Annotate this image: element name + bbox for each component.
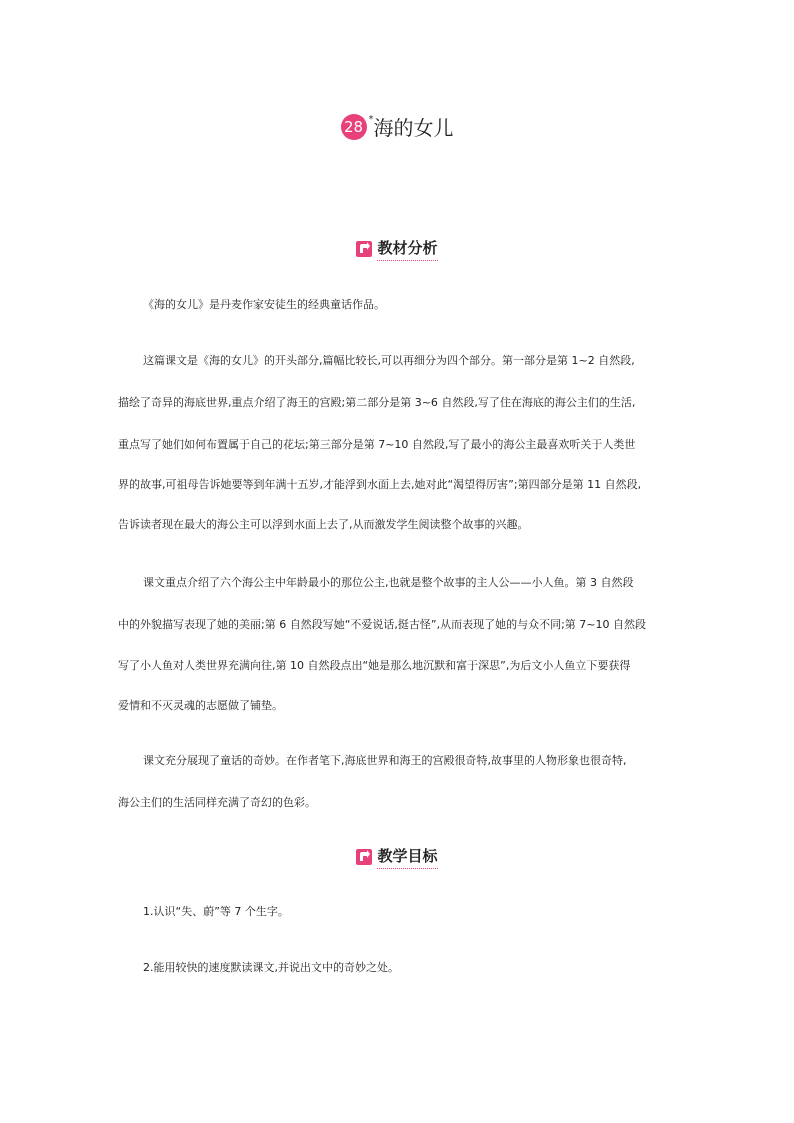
section-heading-analysis xyxy=(0,237,794,261)
paragraph-line: 写了小人鱼对人类世界充满向往,第 10 自然段点出“她是那么地沉默和富于深思”,为后文小人鱼立下要获得 xyxy=(118,659,631,672)
lesson-number-badge: 28 xyxy=(341,114,367,140)
paragraph-line: 海公主们的生活同样充满了奇幻的色彩。 xyxy=(118,796,316,809)
paragraph-line: 课文充分展现了童话的奇妙。在作者笔下,海底世界和海王的宫殿很奇特,故事里的人物形象也很奇特, xyxy=(143,754,627,767)
section-heading-text: 教材分析 xyxy=(377,237,437,261)
paragraph-line: 爱情和不灭灵魂的志愿做了铺垫。 xyxy=(118,699,283,712)
lesson-title xyxy=(0,112,794,141)
lesson-star-mark: * xyxy=(368,114,374,125)
paragraph-line: 描绘了奇异的海底世界,重点介绍了海王的宫殿;第二部分是第 3~6 自然段,写了住在海底的海公主们的生活, xyxy=(118,396,636,409)
paragraph-line: 中的外貌描写表现了她的美丽;第 6 自然段写她“不爱说话,挺古怪”,从而表现了她的与众不同;第 7~10 自然段 xyxy=(118,618,646,631)
section-heading-goals xyxy=(0,845,794,869)
goal-item: 1.认识“失、蔚”等 7 个生字。 xyxy=(143,905,289,918)
paragraph-line: 重点写了她们如何布置属于自己的花坛;第三部分是第 7~10 自然段,写了最小的海公主最喜欢听关于人类世 xyxy=(118,438,636,451)
paragraph-line: 告诉读者现在最大的海公主可以浮到水面上去了,从而激发学生阅读整个故事的兴趣。 xyxy=(118,518,529,531)
paragraph-line: 《海的女儿》是丹麦作家安徒生的经典童话作品。 xyxy=(143,298,385,311)
goal-item: 2.能用较快的速度默读课文,并说出文中的奇妙之处。 xyxy=(143,961,399,974)
paragraph-line: 课文重点介绍了六个海公主中年龄最小的那位公主,也就是整个故事的主人公——小人鱼。第 3 自然段 xyxy=(143,576,634,589)
section-heading-text: 教学目标 xyxy=(377,845,437,869)
paragraph-line: 界的故事,可祖母告诉她要等到年满十五岁,才能浮到水面上去,她对此“渴望得厉害”;第四部分是第 11 自然段, xyxy=(118,478,642,491)
arrow-flag-icon xyxy=(356,849,372,865)
arrow-flag-icon xyxy=(356,241,372,257)
lesson-title-text: 海的女儿 xyxy=(373,116,454,140)
paragraph-line: 这篇课文是《海的女儿》的开头部分,篇幅比较长,可以再细分为四个部分。第一部分是第 1~2 自然段, xyxy=(143,354,635,367)
